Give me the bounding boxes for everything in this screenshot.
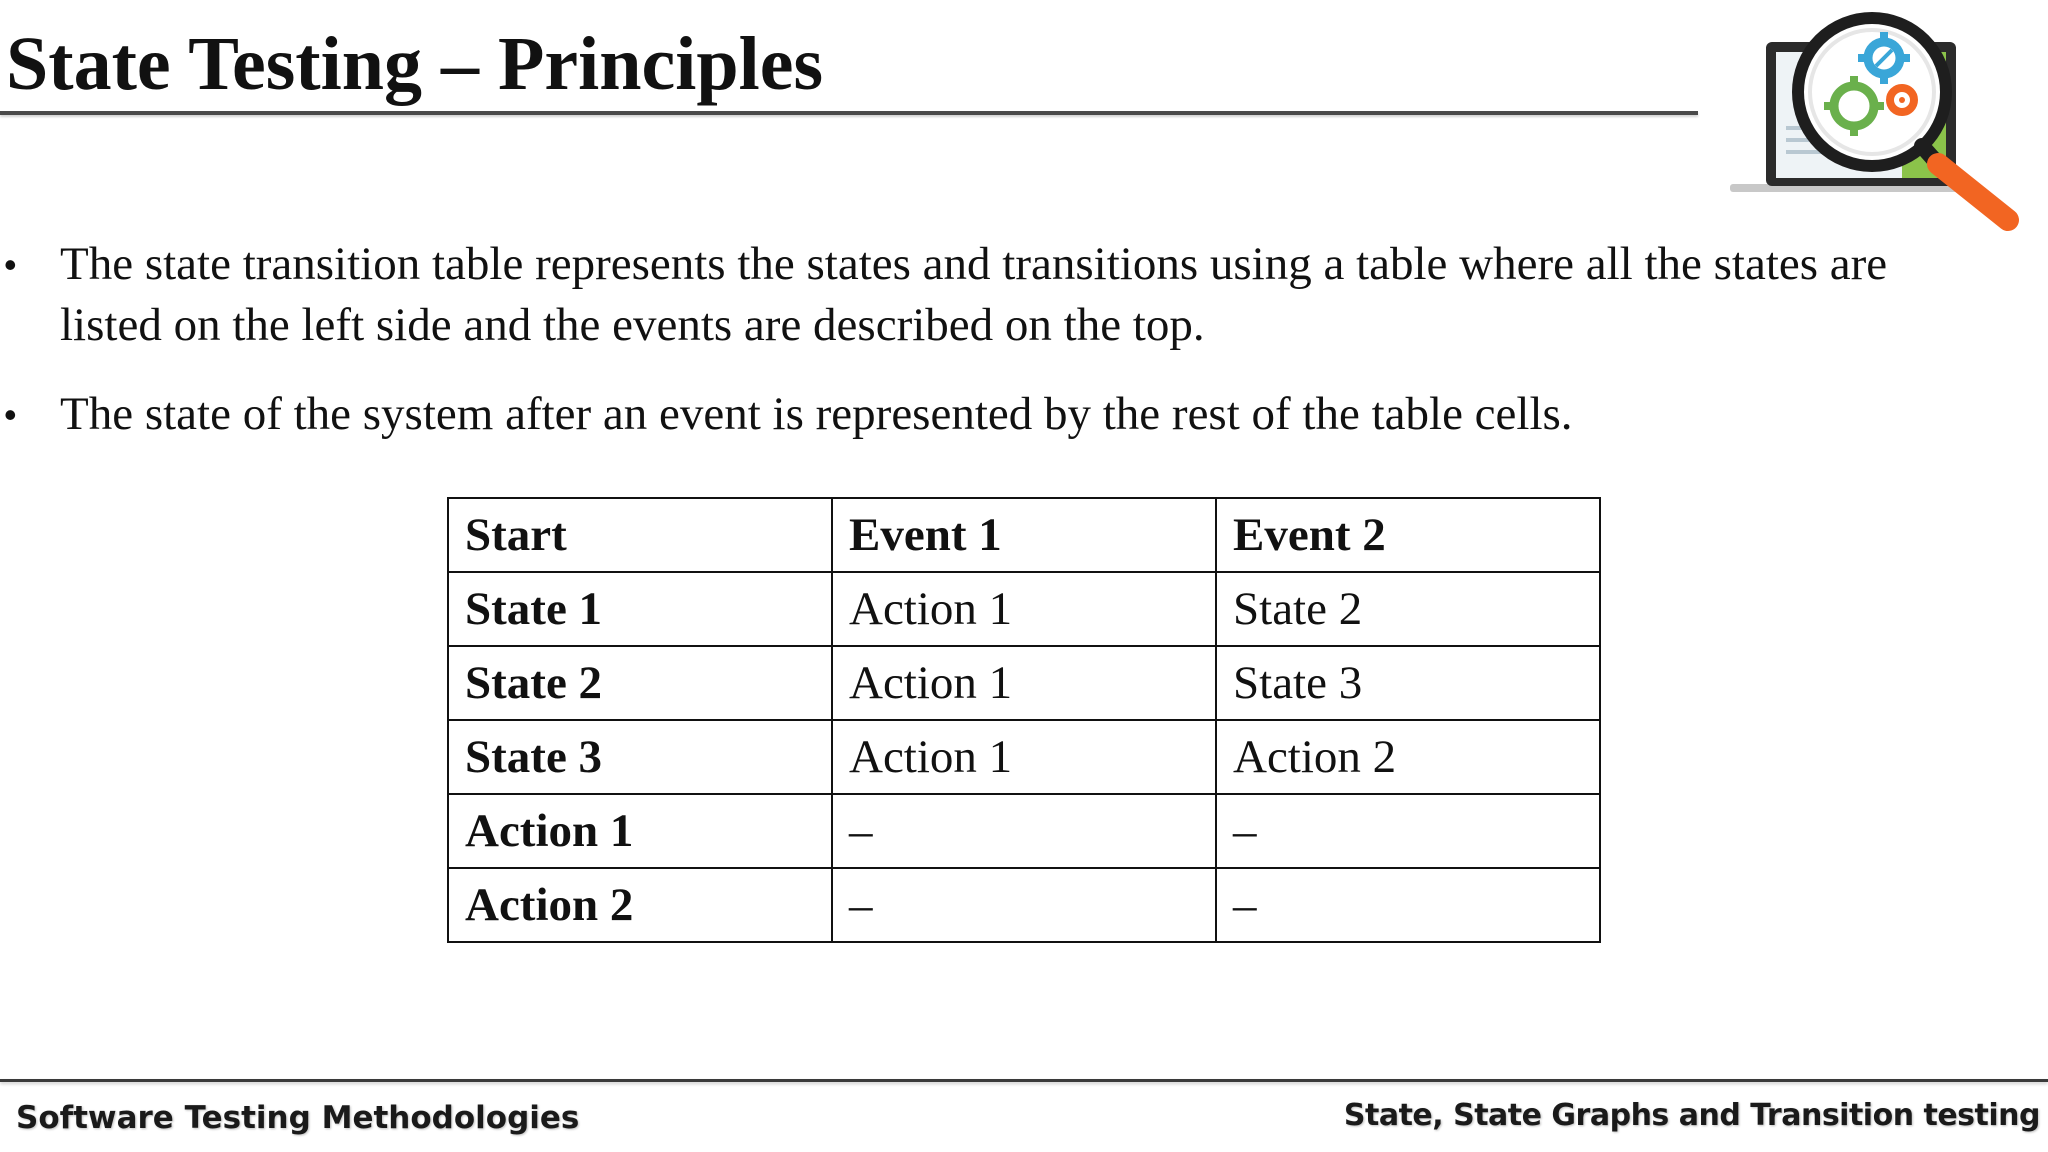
footer-topic-title: State, State Graphs and Transition testing: [1343, 1098, 2040, 1133]
table-header-row: [448, 498, 1600, 572]
table-header-cell: Start: [448, 498, 832, 572]
bullet-dot: •: [4, 244, 17, 285]
bullet-item: [0, 234, 2000, 356]
title-underline: [0, 111, 1698, 115]
table-row: [448, 646, 1600, 720]
table-row: [448, 868, 1600, 942]
table-header-cell: Event 2: [1216, 498, 1600, 572]
table-cell: Action 1: [832, 646, 1216, 720]
table-row: [448, 720, 1600, 794]
table-row-label: Action 2: [448, 868, 832, 942]
slide-title: State Testing – Principles: [6, 22, 824, 106]
bullet-text: The state of the system after an event is represented by the rest of the table cells.: [60, 388, 1573, 440]
table-cell: –: [1216, 794, 1600, 868]
table-row-label: Action 1: [448, 794, 832, 868]
table-cell: –: [832, 868, 1216, 942]
table-row: [448, 572, 1600, 646]
table-cell: Action 1: [832, 720, 1216, 794]
bullet-item: [0, 384, 2000, 445]
table-row-label: State 2: [448, 646, 832, 720]
table-cell: State 3: [1216, 646, 1600, 720]
table-cell: –: [1216, 868, 1600, 942]
bullet-list: [0, 234, 2000, 473]
bullet-dot: •: [4, 394, 17, 435]
footer-course-title: Software Testing Methodologies: [16, 1100, 580, 1136]
table-cell: –: [832, 794, 1216, 868]
table-row: [448, 794, 1600, 868]
footer-divider: [0, 1079, 2048, 1082]
table-cell: State 2: [1216, 572, 1600, 646]
table-row-label: State 1: [448, 572, 832, 646]
state-transition-table: [447, 497, 1601, 943]
table-cell: Action 1: [832, 572, 1216, 646]
table-cell: Action 2: [1216, 720, 1600, 794]
table-header-cell: Event 1: [832, 498, 1216, 572]
table-row-label: State 3: [448, 720, 832, 794]
magnifier-gears-laptop-icon: [1726, 6, 2026, 232]
bullet-text: The state transition table represents the states and transitions using a table where all the states are listed on the left side and the events are described on the top.: [60, 238, 1888, 351]
